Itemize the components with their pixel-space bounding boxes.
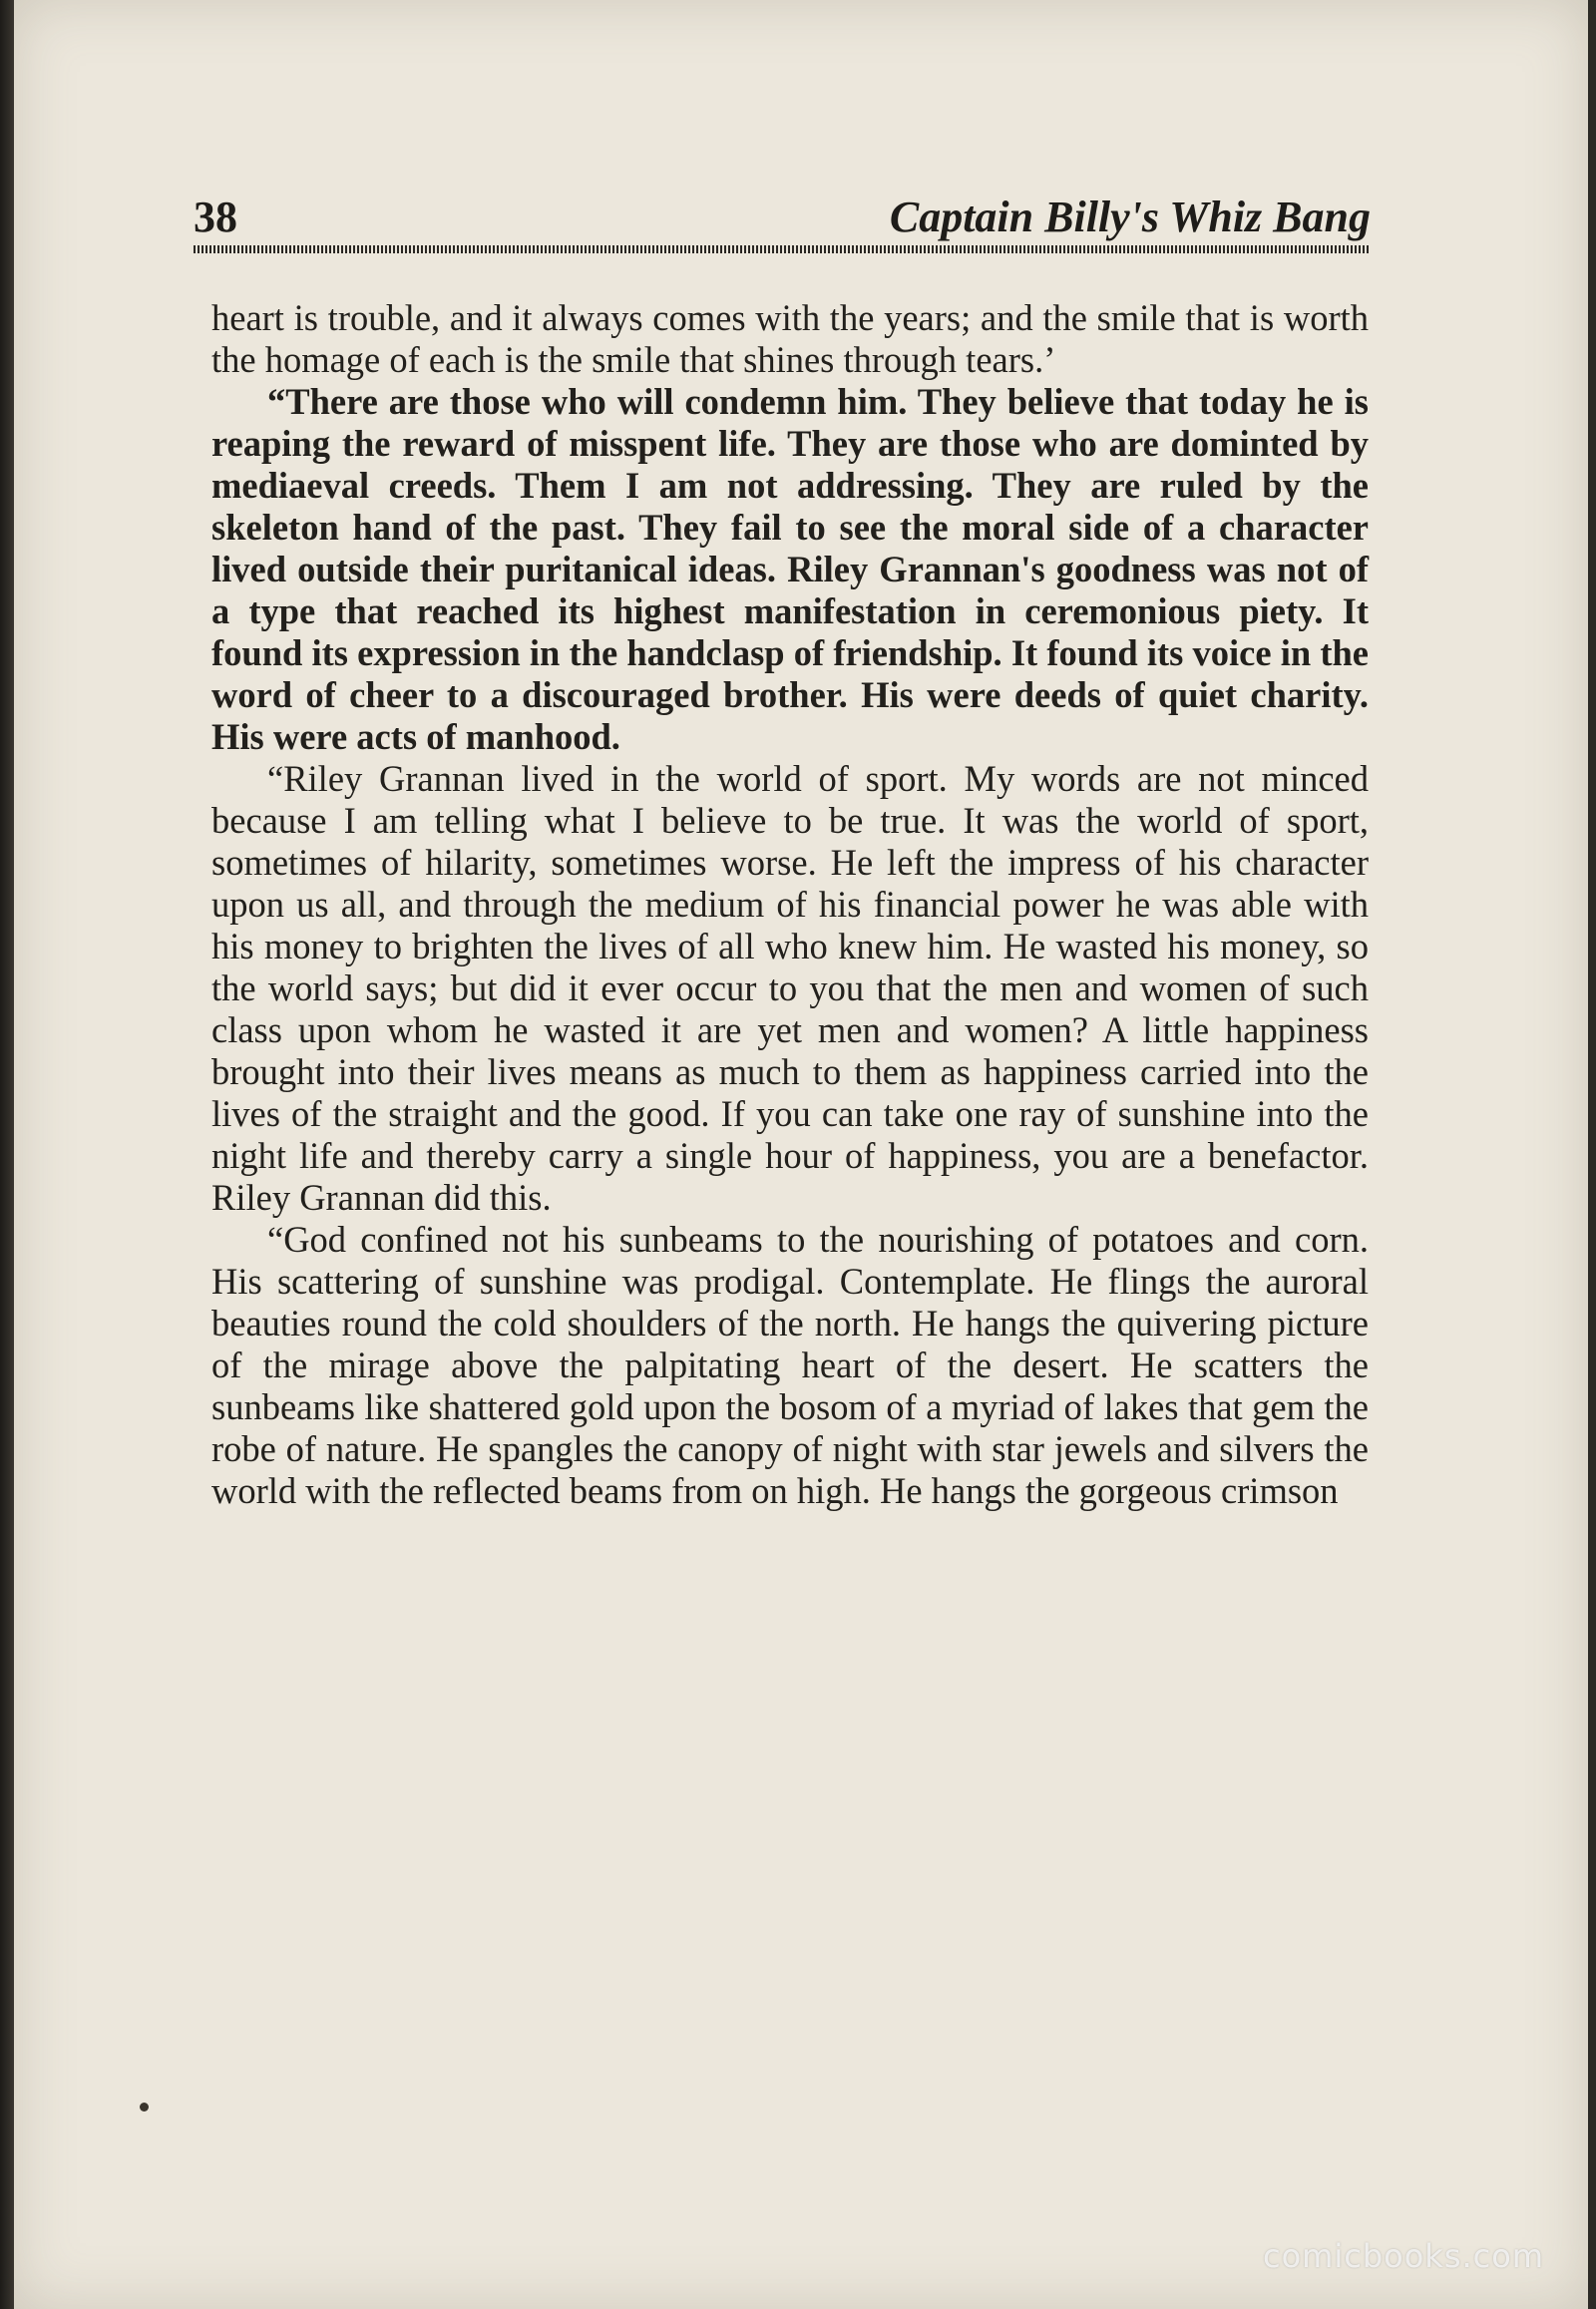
paragraph: “Riley Grannan lived in the world of sport. My words are not minced because I am telling what I believe to be true. It was the world of sport, sometimes of hilarity, sometimes worse. He left the impress of his character upon us all, and through the medium of his financial power he was able with his money to brighten the lives of all who knew him. He wasted his money, so the world says; but did it ever occur to you that the men and women of such class upon whom he wasted it are yet men and women? A little happiness brought into their lives means as much to them as happiness carried into the lives of the straight and the good. If you can take one ray of sunshine into the night life and thereby carry a single hour of happiness, you are a benefactor. Riley Grannan did this. bbox=[211, 758, 1369, 1218]
page-header bbox=[194, 188, 1371, 239]
article-body bbox=[211, 297, 1369, 1512]
paper-speck bbox=[140, 2103, 149, 2112]
paragraph-continued: heart is trouble, and it always comes with the years; and the smile that is worth the homage of each is the smile that shines through tears.’ bbox=[211, 297, 1369, 380]
paragraph-bold: “There are those who will condemn him. They believe that today he is reaping the reward of misspent life. They are those who are dominted by mediaeval creeds. Them I am not addressing. They are ruled by the skeleton hand of the past. They fail to see the moral side of a character lived outside their puritanical ideas. Riley Grannan's goodness was not of a type that reached its highest manifestation in ceremonious piety. It found its expression in the handclasp of friendship. It found its voice in the word of cheer to a discouraged brother. His were deeds of quiet charity. His were acts of manhood. bbox=[211, 381, 1369, 757]
page-number: 38 bbox=[194, 192, 237, 241]
watermark: comicbooks.com bbox=[1262, 2237, 1544, 2275]
book-spine-edge bbox=[0, 0, 14, 2309]
paragraph: “God confined not his sunbeams to the nourishing of potatoes and corn. His scattering of sunshine was prodigal. Contemplate. He flings the auroral beauties round the cold shoulders of the north. He hangs the quivering picture of the mirage above the palpitating heart of the desert. He scatters the sunbeams like shattered gold upon the bosom of a myriad of lakes that gem the robe of nature. He spangles the canopy of night with star jewels and silvers the world with the reflected beams from on high. He hangs the gorgeous crimson bbox=[211, 1219, 1369, 1511]
header-rule bbox=[194, 245, 1371, 253]
running-title: Captain Billy's Whiz Bang bbox=[889, 192, 1371, 241]
